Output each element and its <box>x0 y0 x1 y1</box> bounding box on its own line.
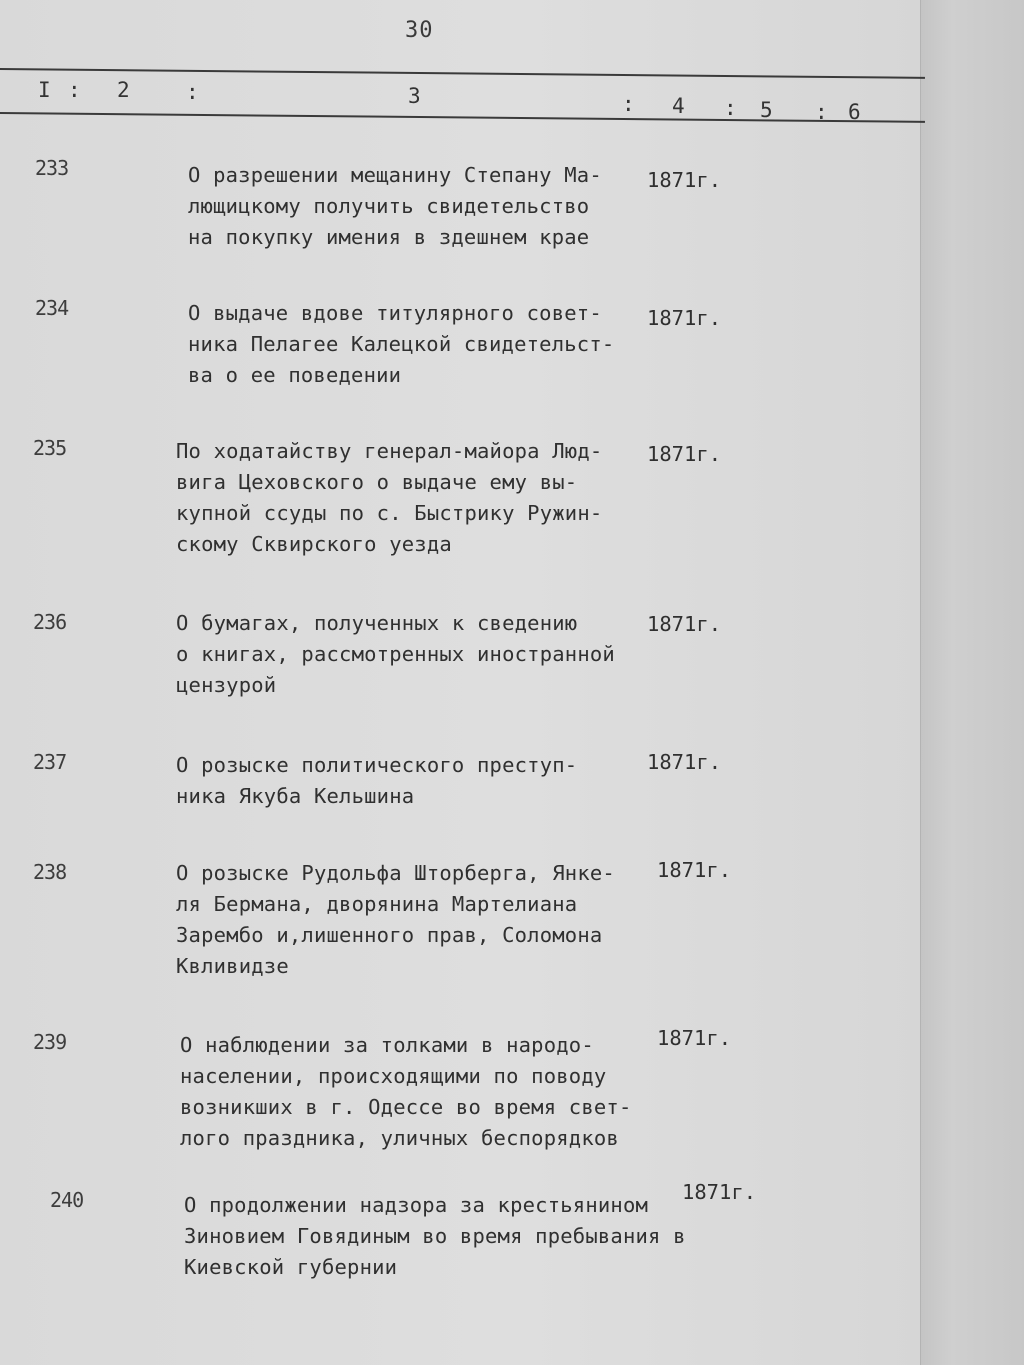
entry-year: 1871г. <box>647 168 722 192</box>
entry-number: 235 <box>33 436 67 460</box>
entry-year: 1871г. <box>647 442 722 466</box>
entry-title: О бумагах, полученных к сведению о книгах, рассмотренных иностранной цензурой <box>176 611 615 697</box>
entry-title: О выдаче вдове титулярного совет- ника Пелагее Калецкой свидетельст- ва о ее поведении <box>188 301 615 387</box>
entry-number: 236 <box>33 610 67 634</box>
column-separator: : <box>68 78 81 102</box>
column-separator: : <box>724 96 737 120</box>
entry-year: 1871г. <box>657 858 732 882</box>
entry-number: 240 <box>50 1188 84 1212</box>
entry-title: О наблюдении за толками в народо- населении, происходящими по поводу возникших в г. Одессе во время свет- лого праздника, уличных беспорядков <box>180 1033 632 1150</box>
entry-number: 234 <box>35 296 69 320</box>
column-header-6: 6 <box>848 100 861 124</box>
entry-number: 237 <box>33 750 67 774</box>
entry-title: О разрешении мещанину Степану Ма- лющицкому получить свидетельство на покупку имения в здешнем крае <box>188 163 602 249</box>
column-separator: : <box>815 100 828 124</box>
entry-title: О розыске политического преступ- ника Якуба Кельшина <box>176 753 578 808</box>
entry-year: 1871г. <box>657 1026 732 1050</box>
entry-number: 238 <box>33 860 67 884</box>
column-header-5: 5 <box>760 98 773 122</box>
entry-year: 1871г. <box>682 1180 757 1204</box>
page-edge-shadow <box>920 0 1024 1365</box>
column-separator: : <box>622 92 635 116</box>
column-header-3: 3 <box>408 84 421 108</box>
column-header-1: I <box>38 78 51 102</box>
entry-number: 233 <box>35 156 69 180</box>
page-number: 30 <box>405 18 434 43</box>
column-header-4: 4 <box>672 94 685 118</box>
column-separator: : <box>186 80 199 104</box>
entry-number: 239 <box>33 1030 67 1054</box>
entry-year: 1871г. <box>647 306 722 330</box>
entry-year: 1871г. <box>647 612 722 636</box>
entry-title: О розыске Рудольфа Шторберга, Янке- ля Бермана, дворянина Мартелиана Зарембо и,лишенного прав, Соломона Квливидзе <box>176 861 615 978</box>
entry-title: По ходатайству генерал-майора Люд- вига Цеховского о выдаче ему вы- купной ссуды по с. Быстрику Ружин- скому Сквирского уезда <box>176 439 603 556</box>
entry-year: 1871г. <box>647 750 722 774</box>
entry-title: О продолжении надзора за крестьянином Зиновием Говядиным во время пребывания в Киевской губернии <box>184 1193 686 1279</box>
column-header-2: 2 <box>117 78 130 102</box>
